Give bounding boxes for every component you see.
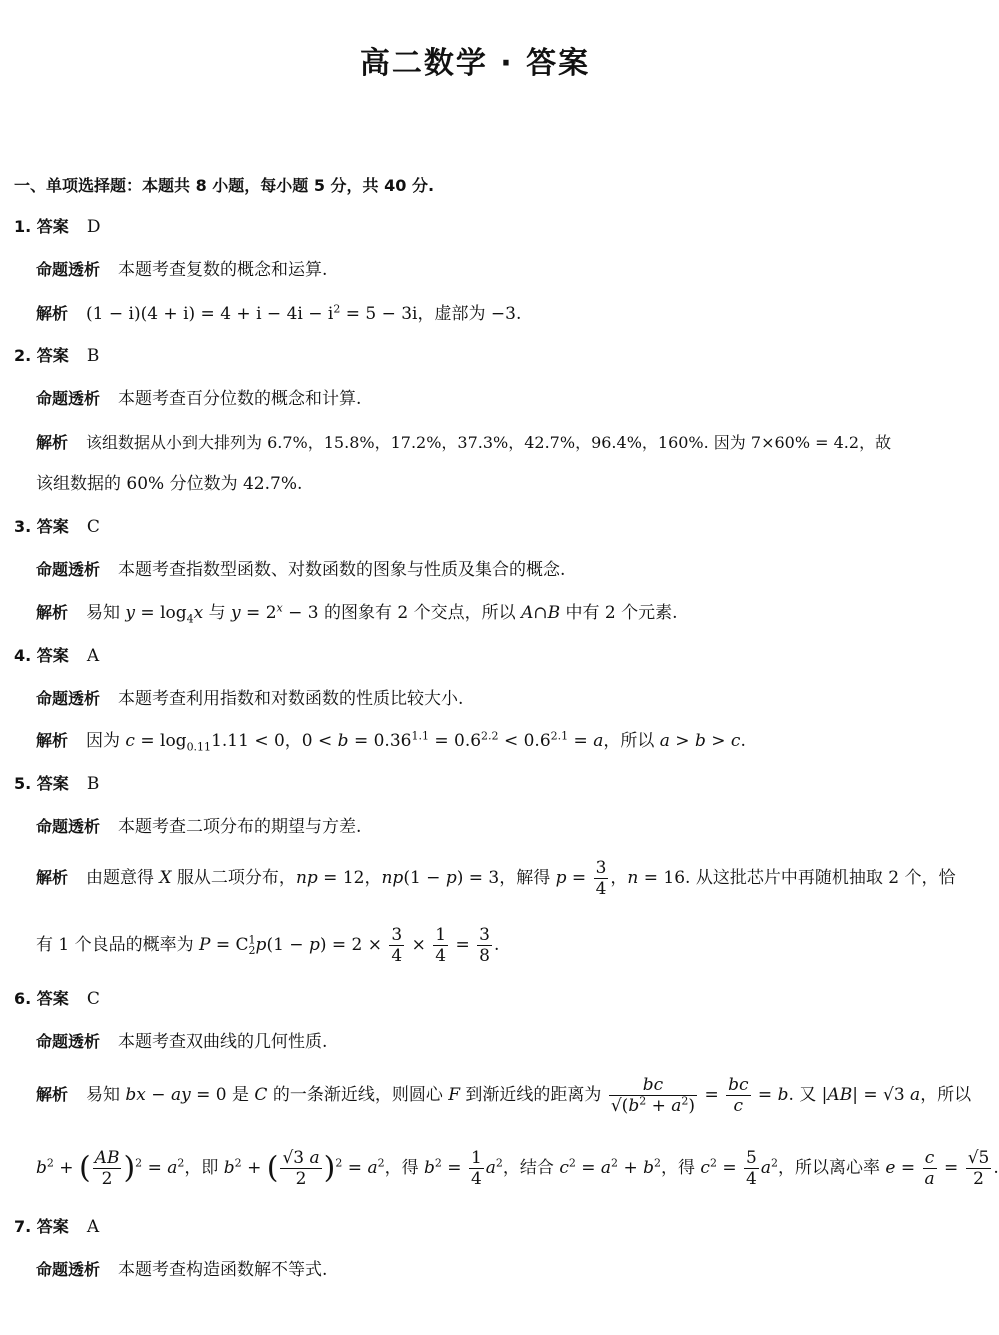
question-3-insight: 命题透析 本题考查指数型函数、对数函数的图象与性质及集合的概念. [36,560,566,580]
question-6-answer: 6. 答案 C [14,989,100,1009]
question-5-analysis-line1: 解析 由题意得 X 服从二项分布，np = 12，np(1 − p) = 3，解得 p = $\frac{3}{4}$ ，n = 16. 从这批芯片中再随机抽取 2 个，恰 [36,858,956,899]
question-5-answer: 5. 答案 B [14,774,100,794]
page-title: 高二数学 · 答案 [359,46,591,81]
question-2-analysis-line2: 该组数据的 60% 分位数为 42.7%. [36,474,303,494]
question-4-answer: 4. 答案 A [14,646,100,666]
question-2-answer: 2. 答案 B [14,346,100,366]
question-2-insight: 命题透析 本题考查百分位数的概念和计算. [36,389,362,409]
question-4-insight: 命题透析 本题考查利用指数和对数函数的性质比较大小. [36,689,464,709]
question-1-answer: 1. 答案 D [14,217,101,237]
question-6-insight: 命题透析 本题考查双曲线的几何性质. [36,1032,328,1052]
question-1-analysis: 解析 $(1 - i)(4 + i) = 4 + i - 4i - i^2 = 5 - 3i$，虚部为 −3. [36,302,522,324]
question-4-analysis: 解析 因为 $c = \log_{0.11}1.11 < 0$，$0 < b = 0.36^{1.1} = 0.6^{2.2} < 0.6^{2.1} = a$，所以 a > b > c. [36,729,746,754]
question-2-analysis-line1: 解析 该组数据从小到大排列为 6.7%，15.8%，17.2%，37.3%，42.7%，96.4%，160%. 因为 7×60% = 4.2，故 [36,433,892,452]
question-7-insight: 命题透析 本题考查构造函数解不等式. [36,1260,328,1280]
question-6-analysis-line1: 解析 易知 bx − ay = 0 是 C 的一条渐近线，则圆心 F 到渐近线的距离为 $\frac{bc}{√(b^2 + a^2)}$ = $\frac{bc}{c}$ = b. 又 |AB| = √3 a，所以 [36,1075,972,1116]
question-1-insight: 命题透析 本题考查复数的概念和运算. [36,260,328,280]
question-7-answer: 7. 答案 A [14,1217,100,1237]
question-3-answer: 3. 答案 C [14,517,100,537]
question-5-analysis-line2: 有 1 个良品的概率为 $P = C^1_2p(1 - p) = 2$ × $\frac{3}{4}$ × $\frac{1}{4}$ = $\frac{3}{8}$ . [36,925,500,966]
question-6-analysis-line2: $b^2$ + ( $\frac{AB}{2}$ )$^2 = a^2$，即 $b^2$ + ( $\frac{√3 a}{2}$ )$^2 = a^2$，得 $b^2$ = $\frac{1}{4}$ $a^2$，结合 $c^2 = a^2 + b^2$，得 $c^2$ = $\frac{5}{4}$ $a^2$，所以离心率 e = $\frac{c}{a}$ = $\frac{√5}{2}$ . [36,1148,999,1189]
question-3-analysis: 解析 易知 $y = \log_4x$ 与 $y = 2^x - 3$ 的图象有 2 个交点，所以 A∩B 中有 2 个元素. [36,601,678,626]
section-heading: 一、单项选择题：本题共 8 小题，每小题 5 分，共 40 分. [14,176,435,195]
question-5-insight: 命题透析 本题考查二项分布的期望与方差. [36,817,362,837]
